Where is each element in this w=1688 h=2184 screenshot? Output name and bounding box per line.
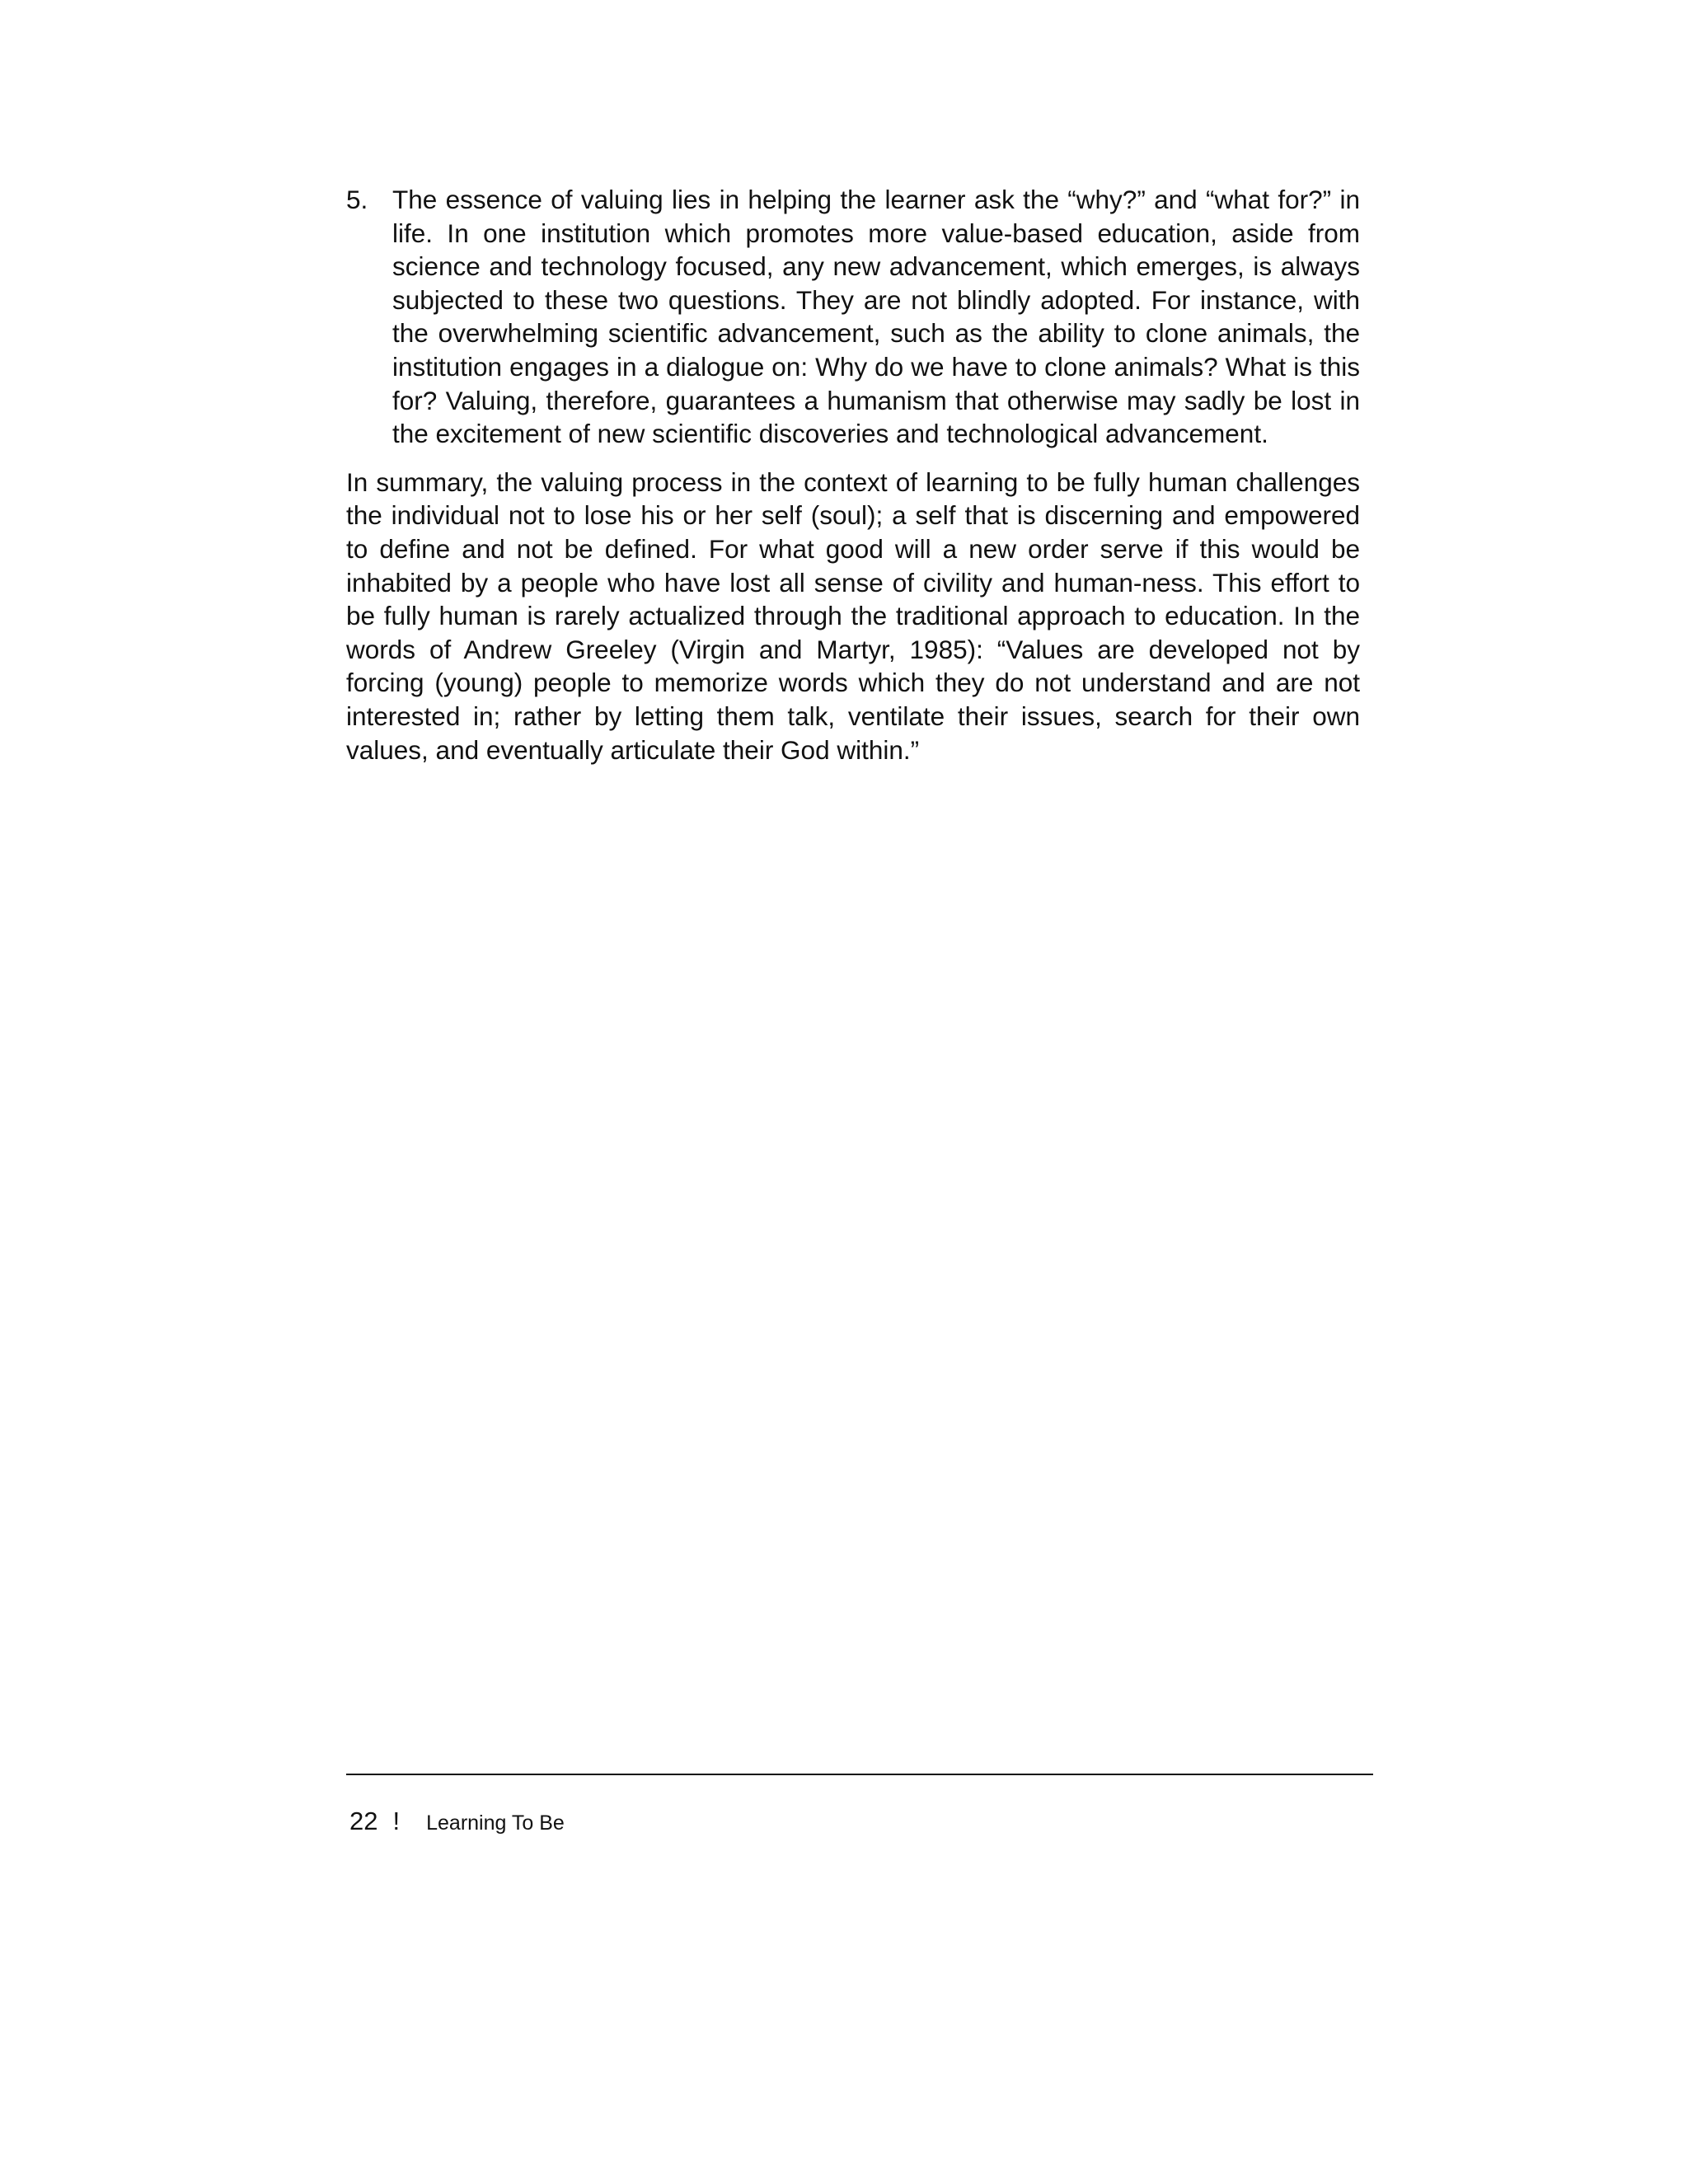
footer-divider	[346, 1774, 1373, 1775]
page-number: 22	[349, 1807, 378, 1835]
running-title: Learning To Be	[426, 1811, 565, 1835]
body-text	[346, 183, 1360, 766]
list-item-text: The essence of valuing lies in helping the learner ask the “why?” and “what for?” in life. In one institution which promotes more value-based education, aside from science and technology focused, any new advancement, which emerges, is always subjected to these two questions. They are not blindly adopted. For instance, with the overwhelming scientific advancement, such as the ability to clone animals, the institution engages in a dialogue on: Why do we have to clone animals? What is this for? Valuing, therefore, guarantees a humanism that otherwise may sadly be lost in the excitement of new scientific discoveries and technological advancement.	[392, 185, 1360, 449]
list-item	[346, 183, 1360, 451]
footer-separator: !	[392, 1807, 401, 1835]
list-marker: 5.	[346, 185, 368, 214]
page-footer	[349, 1807, 565, 1840]
summary-paragraph: In summary, the valuing process in the context of learning to be fully human challenges the individual not to lose his or her self (soul); a self that is discerning and empowered to define and not be defined. For what good will a new order serve if this would be inhabited by a people who have lost all sense of civility and human-ness. This effort to be fully human is rarely actualized through the traditional approach to education. In the words of Andrew Greeley (Virgin and Martyr, 1985): “Values are developed not by forcing (young) people to memorize words which they do not understand and are not interested in; rather by letting them talk, ventilate their issues, search for their own values, and eventually articulate their God within.”	[346, 466, 1360, 765]
